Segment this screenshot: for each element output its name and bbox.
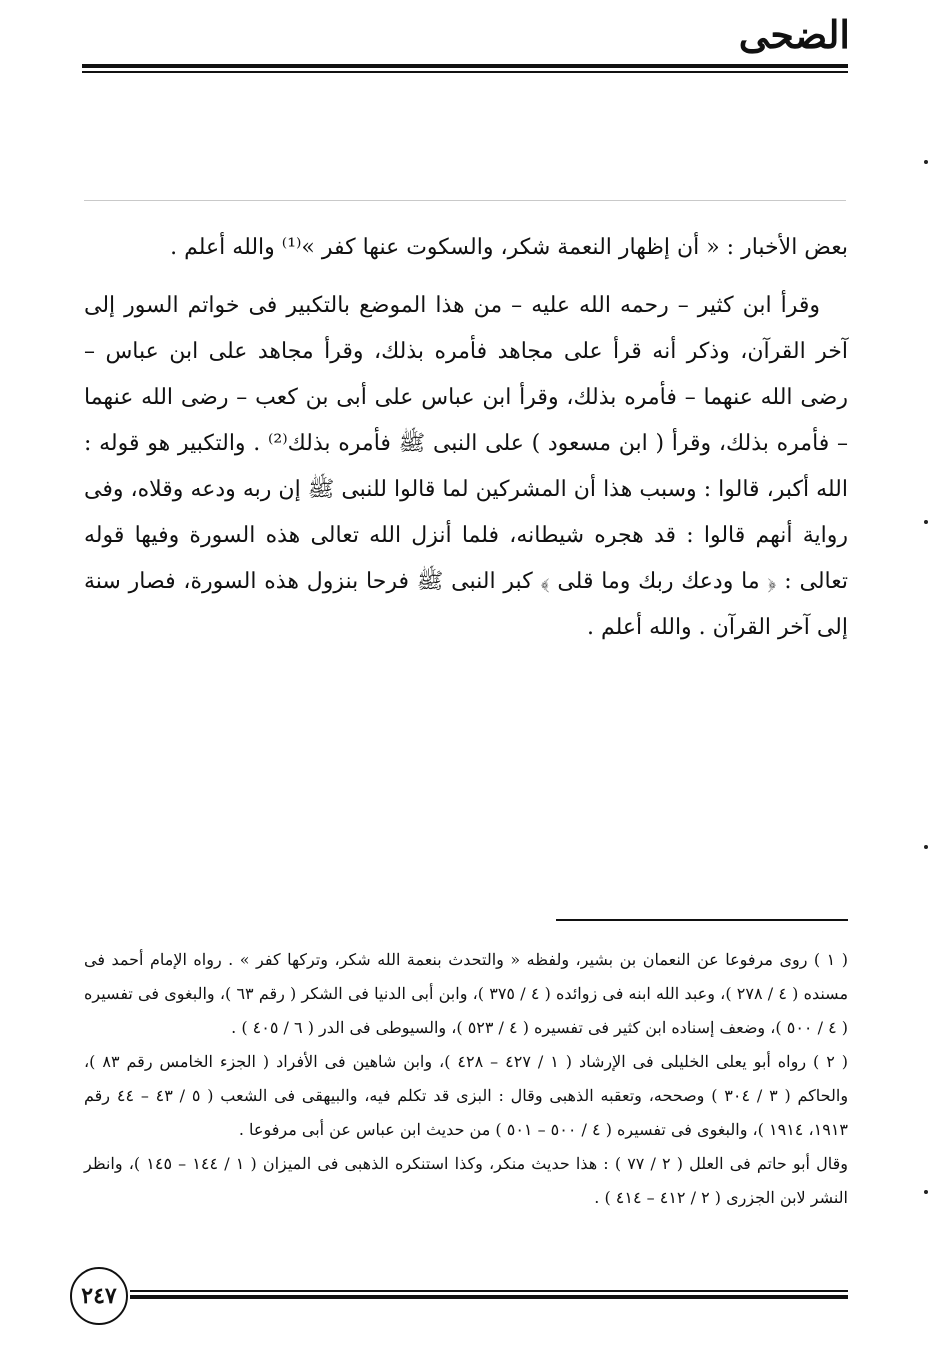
running-header-title: الضحى [738, 12, 850, 57]
margin-dot [924, 845, 928, 849]
footnote-item: ( ١ ) روى مرفوعا عن النعمان بن بشير، ولفظه « والتحدث بنعمة الله شكر، وتركها كفر » . رواه الإمام أحمد فى مسنده ( ٤ / ٢٧٨ )، وعبد الله ابنه فى زوائده ( ٤ / ٣٧٥ )، وابن أبى الدنيا فى الشكر ( رقم ٦٣ )، والبغوى فى تفسيره ( ٤ / ٥٠٠ )، وضعف إسناده ابن كثير فى تفسيره ( ٤ / ٥٢٣ )، والسيوطى فى الدر ( ٦ / ٤٠٥ ) . [84, 950, 849, 1037]
page-number: ٢٤٧ [81, 1283, 117, 1309]
page-number-badge [70, 1267, 128, 1325]
scan-artifact-line [84, 200, 846, 201]
footnote-separator [556, 919, 848, 921]
body-paragraph: وقرأ ابن كثير – رحمه الله عليه – من هذا الموضع بالتكبير فى خواتم السور إلى آخر القرآن، وذكر أنه قرأ على مجاهد فأمره بذلك، وقرأ مجاهد على ابن عباس – رضى الله عنهما – فأمره بذلك، وقرأ ابن عباس على أبى بن كعب – رضى الله عنهما – فأمره بذلك، وقرأ ( ابن مسعود ) على النبى ﷺ فأمره بذلك⁽²⁾ . والتكبير هو قوله : الله أكبر، قالوا : وسبب هذا أن المشركين لما قالوا للنبى ﷺ إن ربه ودعه وقلاه، وفى رواية أنهم قالوا : قد هجره شيطانه، فلما أنزل الله تعالى هذه السورة وفيها قوله تعالى : ﴿ ما ودعك ربك وما قلى ﴾ كبر النبى ﷺ فرحا بنزول هذه السورة، فصار سنة إلى آخر القرآن . والله أعلم . [84, 293, 849, 640]
footnote-item: ( ٢ ) رواه أبو يعلى الخليلى فى الإرشاد ( ١ / ٤٢٧ – ٤٢٨ )، وابن شاهين فى الأفراد ( الجزء الخامس رقم ٨٣ )، والحاكم ( ٣ / ٣٠٤ ) وصححه، وتعقبه الذهبى وقال : البزى قد تكلم فيه، والبيهقى فى الشعب ( ٥ / ٤٣ – ٤٤ رقم ١٩١٣، ١٩١٤ )، والبغوى فى تفسيره ( ٤ / ٥٠٠ – ٥٠١ ) من حديث ابن عباس عن أبى مرفوعا . [84, 1052, 849, 1139]
footnote-item: وقال أبو حاتم فى العلل ( ٢ / ٧٧ ) : هذا حديث منكر، وكذا استنكره الذهبى فى الميزان ( ١ / ١٤٤ – ١٤٥ )، وانظر النشر لابن الجزرى ( ٢ / ٤١٢ – ٤١٤ ) . [84, 1154, 849, 1207]
margin-dot [924, 520, 928, 524]
footer-rule-thick [130, 1295, 848, 1299]
header-rule-thin [82, 71, 848, 73]
footer-rule-thin [130, 1290, 848, 1292]
body-paragraph: بعض الأخبار : « أن إظهار النعمة شكر، والسكوت عنها كفر »⁽¹⁾ والله أعلم . [170, 235, 848, 260]
main-body-text [84, 225, 848, 663]
margin-dot [924, 1190, 928, 1194]
header-rule-thick [82, 64, 848, 68]
margin-dot [924, 160, 928, 164]
footnotes-section [84, 943, 848, 1215]
